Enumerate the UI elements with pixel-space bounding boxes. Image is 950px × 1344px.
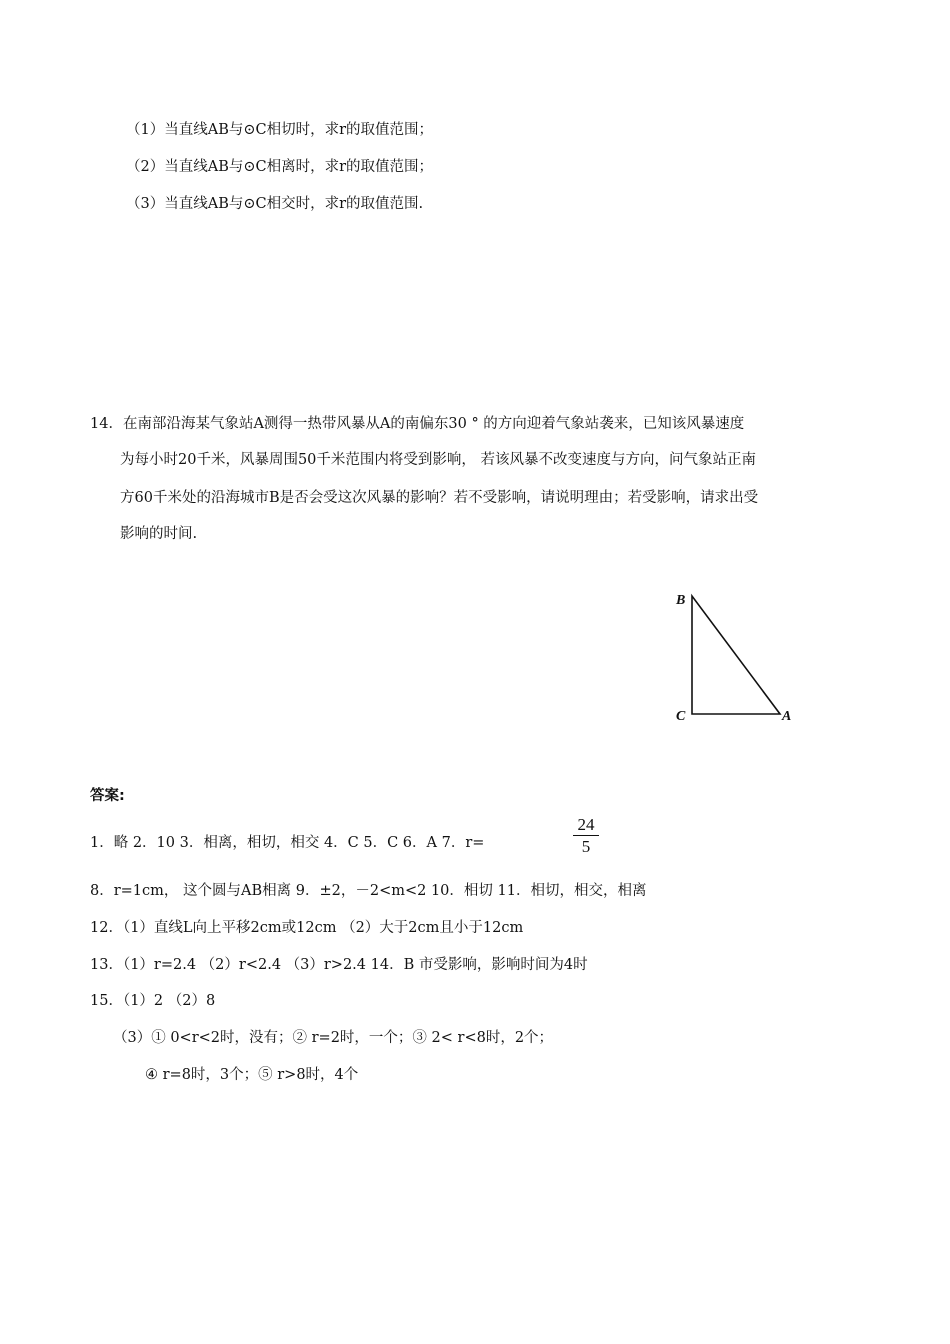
q13-part-2: （2）当直线AB与⊙C相离时，求r的取值范围； <box>126 159 434 175</box>
q14-line-3: 方60千米处的沿海城市B是否会受这次风暴的影响？若不受影响，请说明理由；若受影响，请求出受 <box>120 490 759 506</box>
fraction-denominator: 5 <box>581 837 591 856</box>
answers-line-2: 8．r=1cm， 这个圆与AB相离 9．±2，－2<m<2 10．相切 11．相切，相交，相离 <box>90 883 647 899</box>
q14-line-2: 为每小时20千米，风暴周围50千米范围内将受到影响， 若该风暴不改变速度与方向，问气象站正南 <box>120 452 757 468</box>
fraction-numerator: 24 <box>577 815 595 834</box>
q14-line-4: 影响的时间. <box>120 526 198 542</box>
answers-line-1: 1．略 2．10 3．相离，相切，相交 4．C 5．C 6．A 7．r= <box>90 835 485 851</box>
answers-line-7: ④ r=8时，3个；⑤ r>8时，4个 <box>145 1067 359 1083</box>
triangle-abc <box>692 596 780 714</box>
answers-line-3: 12．（1）直线L向上平移2cm或12cm （2）大于2cm且小于12cm <box>90 920 524 936</box>
q13-part-1: （1）当直线AB与⊙C相切时，求r的取值范围； <box>126 122 434 138</box>
triangle-diagram <box>670 584 810 729</box>
q14-line-1: 14．在南部沿海某气象站A测得一热带风暴从A的南偏东30 ° 的方向迎着气象站袭来，已知该风暴速度 <box>90 416 745 432</box>
answers-heading: 答案: <box>90 788 125 804</box>
answers-line-4: 13．（1）r=2.4 （2）r<2.4 （3）r>2.4 14．B 市受影响，影响时间为4时 <box>90 957 588 973</box>
q13-part-3: （3）当直线AB与⊙C相交时，求r的取值范围. <box>126 196 424 212</box>
label-c: C <box>676 709 686 724</box>
label-b: B <box>676 593 686 608</box>
fraction-24-over-5 <box>573 816 599 856</box>
label-a: A <box>782 709 792 724</box>
answers-line-5: 15．（1）2 （2）8 <box>90 993 216 1009</box>
answers-line-6: （3）① 0<r<2时，没有；② r=2时，一个；③ 2< r<8时，2个； <box>113 1030 554 1046</box>
fraction-bar <box>573 835 599 836</box>
